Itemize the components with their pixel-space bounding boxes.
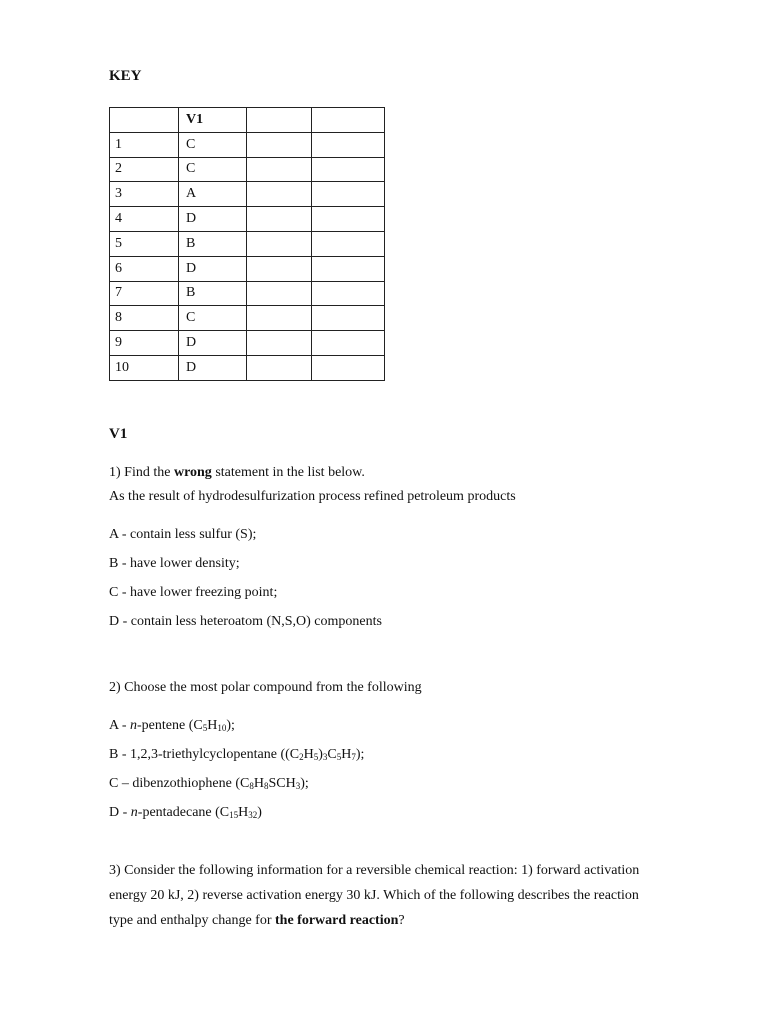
answer-cell: C (179, 306, 247, 331)
q3-line-1: 3) Consider the following information for a reversible chemical reaction: 1) forward activation (109, 863, 640, 878)
q3-line-3: type and enthalpy change for the forward reaction? (109, 913, 405, 928)
table-cell (110, 108, 179, 133)
q2-prompt: 2) Choose the most polar compound from the following (109, 680, 422, 695)
answer-cell: D (179, 331, 247, 356)
question-number: 10 (110, 355, 179, 380)
table-row (110, 331, 385, 356)
table-row (110, 182, 385, 207)
question-number: 5 (110, 231, 179, 256)
question-number: 4 (110, 207, 179, 232)
question-number: 2 (110, 157, 179, 182)
answer-cell: D (179, 355, 247, 380)
answer-cell: D (179, 256, 247, 281)
answer-cell: D (179, 207, 247, 232)
q2-option-b: B - 1,2,3-triethylcyclopentane $((C_2H_5)_3C_5H_7)$; (109, 747, 365, 762)
q1-prompt (109, 463, 365, 483)
table-row (110, 231, 385, 256)
table-row (110, 132, 385, 157)
table-header-v1: V1 (179, 108, 247, 133)
table-row (110, 256, 385, 281)
question-number: 3 (110, 182, 179, 207)
q1-option-b: B - have lower density; (109, 556, 240, 571)
q3-line-2: energy 20 kJ, 2) reverse activation energy 30 kJ. Which of the following describes the reaction (109, 888, 639, 903)
q1-option-a: A - contain less sulfur (S); (109, 527, 257, 542)
answer-cell: A (179, 182, 247, 207)
q3-emphasis: the forward reaction (275, 913, 399, 928)
answer-key-table (109, 107, 385, 381)
question-number: 9 (110, 331, 179, 356)
answer-cell: C (179, 132, 247, 157)
q2-option-c: C – dibenzothiophene $(C_8H_8SCH_3)$; (109, 776, 309, 791)
q1-prefix: 1) Find the (109, 465, 174, 480)
q2-option-d: D - n-pentadecane $(C_{15}H_{32})$ (109, 805, 262, 820)
table-row (110, 281, 385, 306)
table-row (110, 355, 385, 380)
table-cell (312, 108, 385, 133)
table-cell (247, 108, 312, 133)
table-header-row (110, 108, 385, 133)
question-number: 8 (110, 306, 179, 331)
question-number: 7 (110, 281, 179, 306)
question-number: 1 (110, 132, 179, 157)
q1-emphasis: wrong (173, 465, 212, 480)
key-heading: KEY (109, 68, 142, 84)
q1-option-c: C - have lower freezing point; (109, 585, 278, 600)
q1-option-d: D - contain less heteroatom (N,S,O) components (109, 614, 382, 629)
table-row (110, 306, 385, 331)
table-row (110, 157, 385, 182)
question-number: 6 (110, 256, 179, 281)
q2-option-a: A - n-pentene $(C_5H_{10})$; (109, 718, 235, 733)
answer-cell: B (179, 231, 247, 256)
variant-heading: V1 (109, 426, 128, 442)
q1-stem: As the result of hydrodesulfurization process refined petroleum products (109, 489, 516, 504)
q1-suffix: statement in the list below. (211, 465, 365, 480)
answer-cell: C (179, 157, 247, 182)
table-row (110, 207, 385, 232)
answer-cell: B (179, 281, 247, 306)
